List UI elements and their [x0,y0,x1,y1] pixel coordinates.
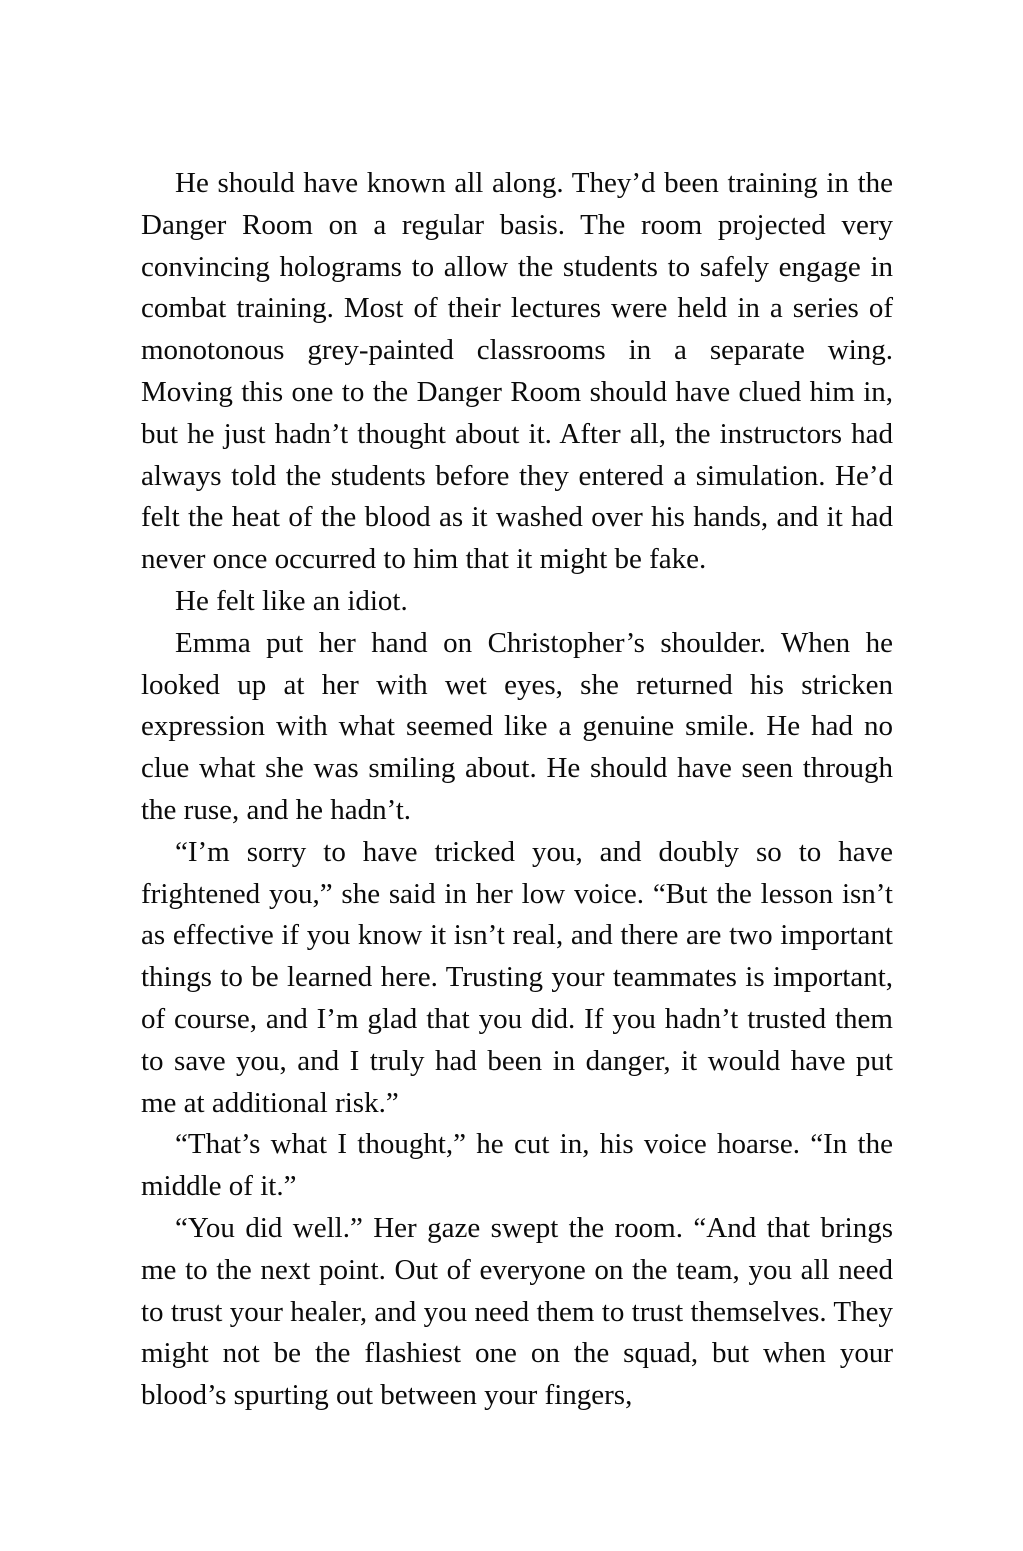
paragraph: He should have known all along. They’d been training in the Danger Room on a regular basis. The room projected very convincing holograms to allow the students to safely engage in combat training. Most of their lectures were held in a series of monotonous grey-painted classrooms in a separate wing. Moving this one to the Danger Room should have clued him in, but he just hadn’t thought about it. After all, the instructors had always told the students before they entered a simulation. He’d felt the heat of the blood as it washed over his hands, and it had never once occurred to him that it might be fake. [141,167,893,576]
paragraph: He felt like an idiot. [175,584,408,617]
page-text-block [141,163,893,1417]
paragraph: Emma put her hand on Christopher’s shoulder. When he looked up at her with wet eyes, she returned his stricken expression with what seemed like a genuine smile. He had no clue what she was smiling about. He should have seen through the ruse, and he hadn’t. [141,626,893,826]
paragraph: “You did well.” Her gaze swept the room. “And that brings me to the next point. Out of everyone on the team, you all need to trust your healer, and you need them to trust themselves. They might not be the flashiest one on the squad, but when your blood’s spurting out between your fingers, [141,1211,893,1412]
paragraph: “That’s what I thought,” he cut in, his voice hoarse. “In the middle of it.” [141,1128,893,1203]
paragraph: “I’m sorry to have tricked you, and doubly so to have frightened you,” she said in her low voice. “But the lesson isn’t as effective if you know it isn’t real, and there are two important things to be learned here. Trusting your teammates is important, of course, and I’m glad that you did. If you hadn’t trusted them to save you, and I truly had been in danger, it would have put me at additional risk.” [141,835,893,1119]
